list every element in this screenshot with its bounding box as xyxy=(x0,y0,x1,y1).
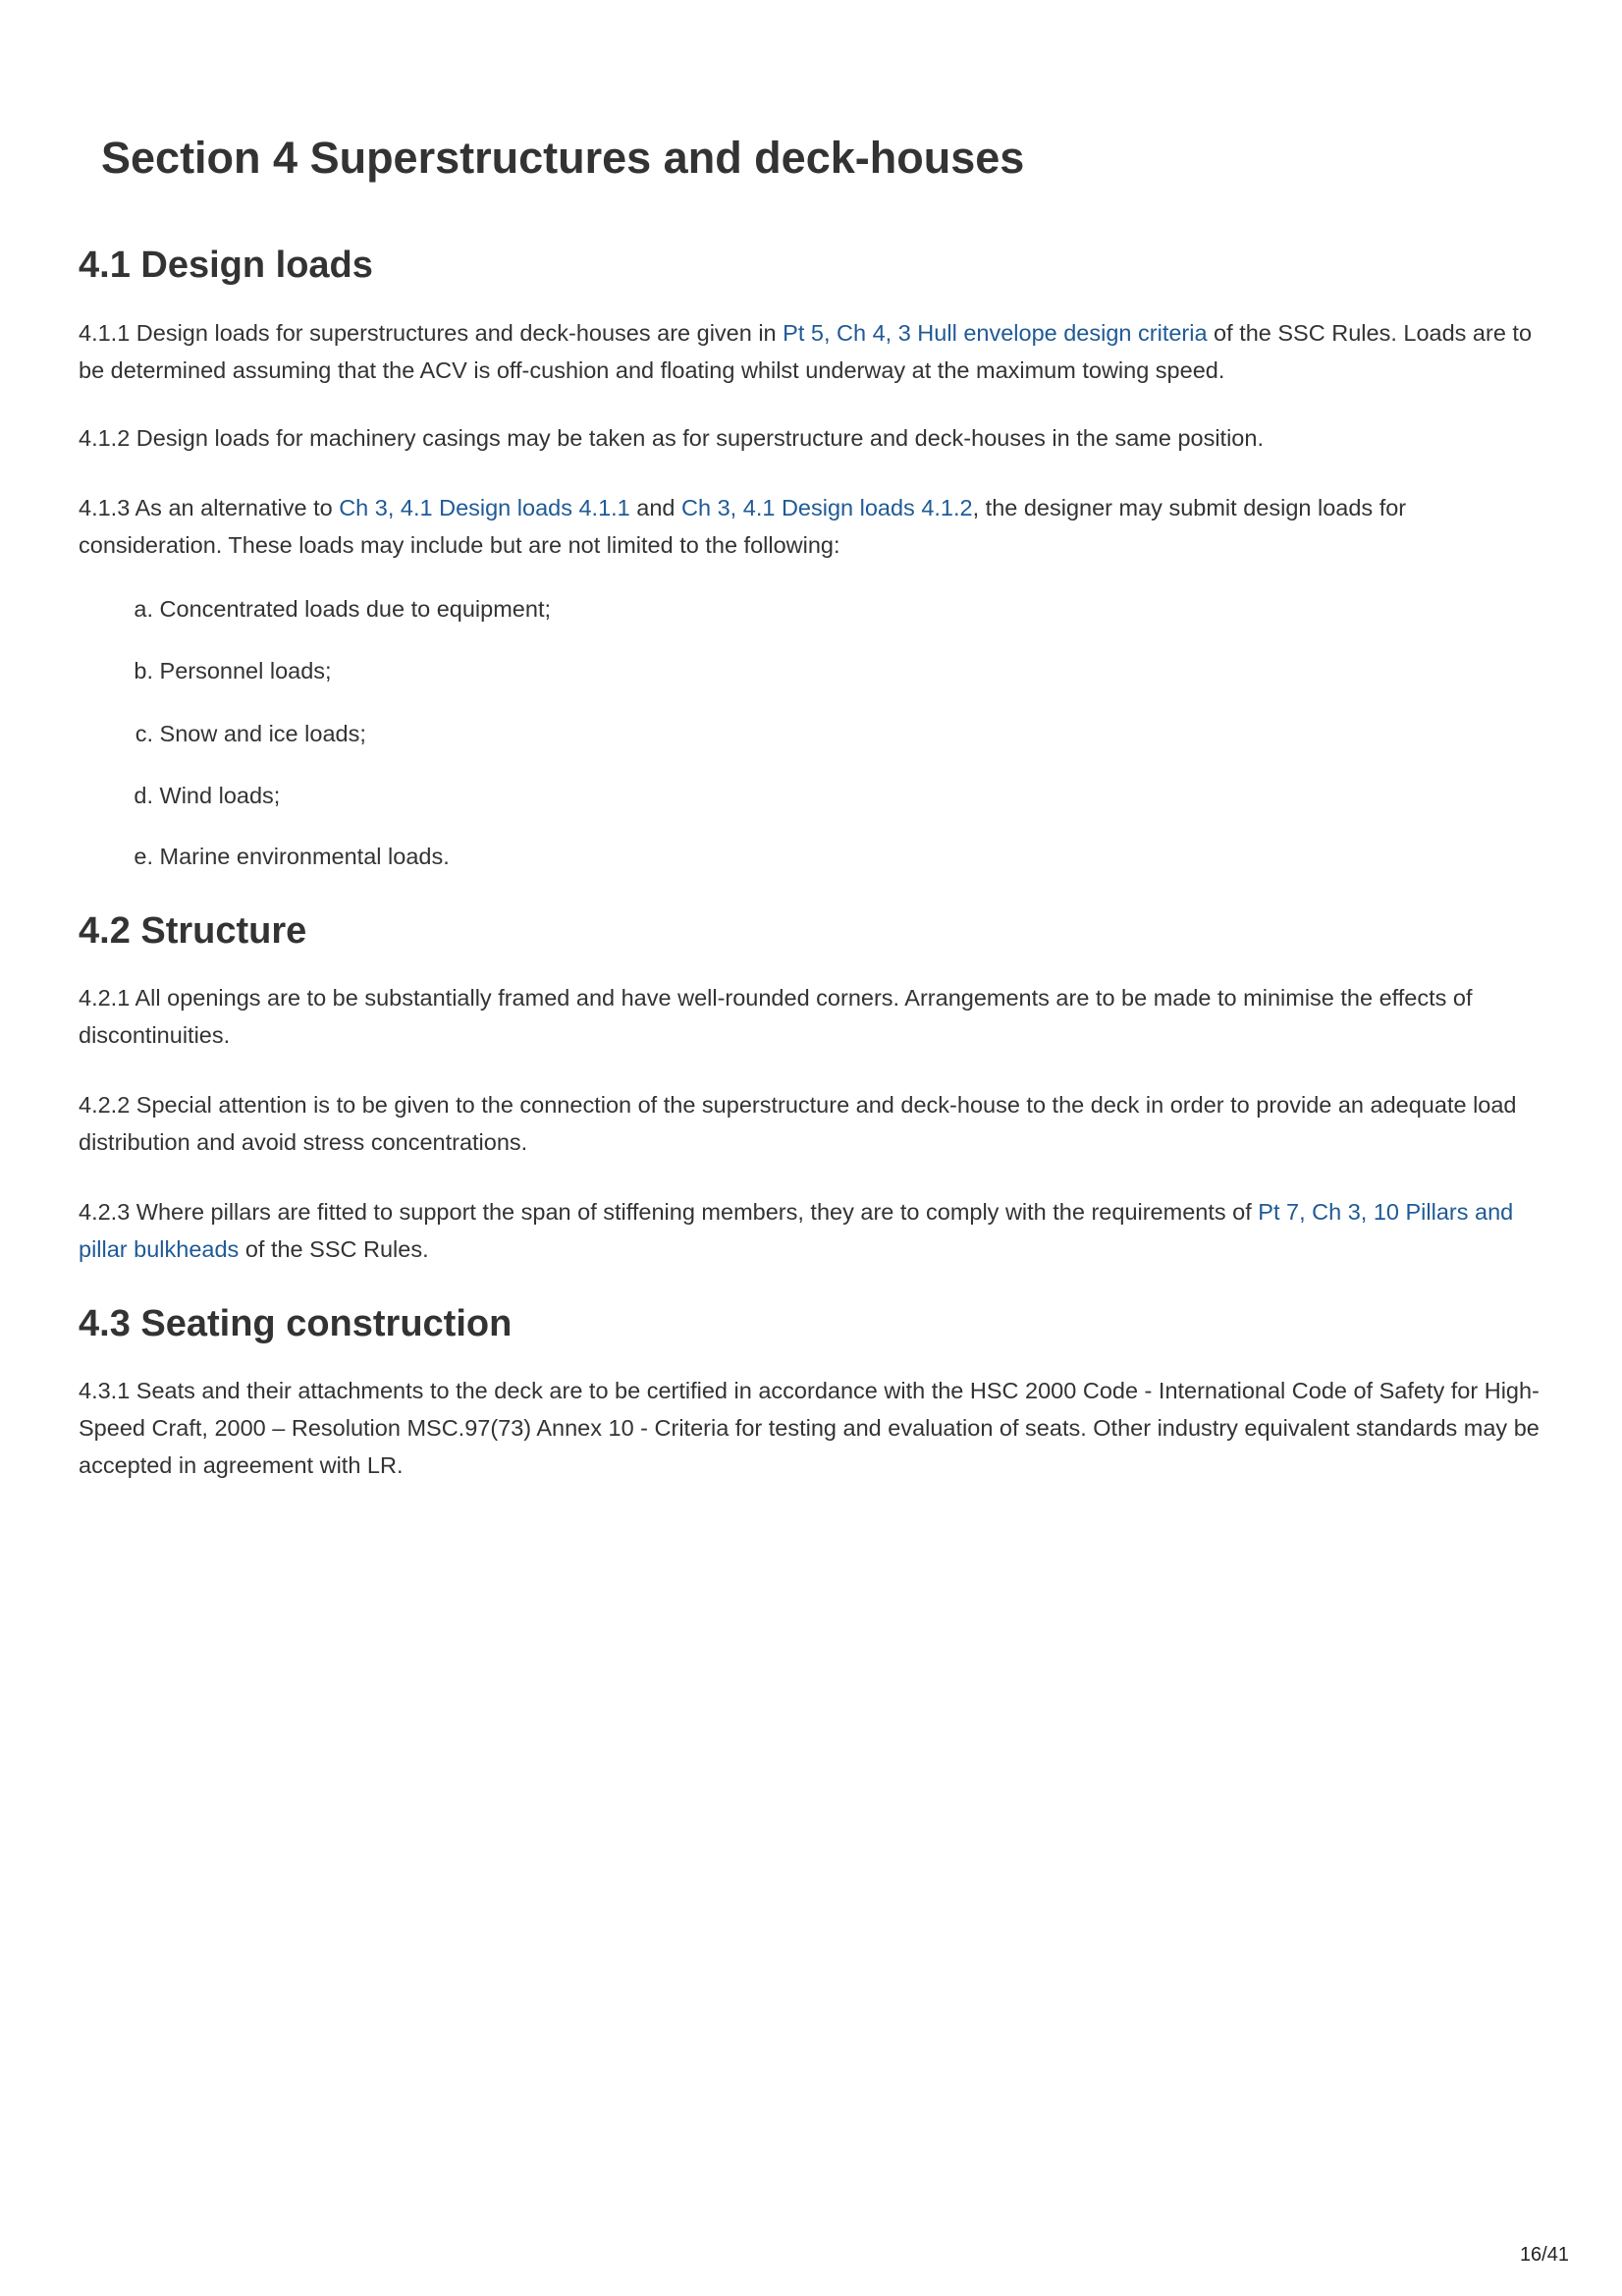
list-item-text: Wind loads; xyxy=(159,783,281,808)
list-item-text: Personnel loads; xyxy=(159,658,332,683)
list-marker: c. xyxy=(135,721,153,746)
heading-4-1: 4.1 Design loads xyxy=(79,245,373,286)
paragraph-4-2-3 xyxy=(79,1193,1551,1268)
list-item xyxy=(79,652,332,689)
paragraph-text: 4.1.1 Design loads for superstructures and deck-houses are given in xyxy=(79,320,784,346)
paragraph-text: and xyxy=(629,495,682,520)
link-pt7-ch3-10[interactable]: Pt 7, Ch 3, 10 Pillars and pillar bulkheads xyxy=(79,1199,1514,1262)
paragraph-text: 4.2.3 Where pillars are fitted to support the span of stiffening members, they are to comply with the requirements of xyxy=(79,1199,1259,1225)
heading-4-3: 4.3 Seating construction xyxy=(79,1303,513,1344)
paragraph-4-2-2: 4.2.2 Special attention is to be given to the connection of the superstructure and deck-house to the deck in order to provide an adequate load distribution and avoid stress concentrations. xyxy=(79,1092,1517,1155)
list-item-text: Snow and ice loads; xyxy=(159,721,366,746)
list-item-text: Concentrated loads due to equipment; xyxy=(159,596,551,622)
paragraph-4-3-1: 4.3.1 Seats and their attachments to the deck are to be certified in accordance with the HSC 2000 Code - International Code of Safety for High-Speed Craft, 2000 – Resolution MSC.97(73) Annex 10 - Criteria for testing and evaluation of seats. Other industry equivalent standards may be accepted in agreement with LR. xyxy=(79,1378,1540,1478)
link-pt5-ch4-3[interactable]: Pt 5, Ch 4, 3 Hull envelope design criteria xyxy=(783,320,1208,346)
section-title: Section 4 Superstructures and deck-houses xyxy=(101,133,1025,183)
paragraph-text: , the designer may submit design loads for consideration. These loads may include but are not limited to the following: xyxy=(79,495,1407,558)
page-number: 16/41 xyxy=(1519,2244,1569,2266)
paragraph-text: 4.1.3 As an alternative to xyxy=(79,495,340,520)
list-marker: e. xyxy=(134,844,153,869)
list-item-text: Marine environmental loads. xyxy=(159,844,450,869)
paragraph-4-2-1: 4.2.1 All openings are to be substantially framed and have well-rounded corners. Arrangements are to be made to minimise the effects of discontinuities. xyxy=(79,985,1473,1048)
paragraph-4-1-2: 4.1.2 Design loads for machinery casings may be taken as for superstructure and deck-houses in the same position. xyxy=(79,425,1264,451)
list-marker: a. xyxy=(134,596,153,622)
paragraph-text: of the SSC Rules. xyxy=(239,1236,429,1262)
link-ch3-4-1-1[interactable]: Ch 3, 4.1 Design loads 4.1.1 xyxy=(339,495,630,520)
link-ch3-4-1-2[interactable]: Ch 3, 4.1 Design loads 4.1.2 xyxy=(681,495,973,520)
list-item xyxy=(79,777,280,814)
list-marker: b. xyxy=(134,658,153,683)
list-item xyxy=(79,838,450,875)
paragraph-text: of the SSC Rules. Loads are to be determined assuming that the ACV is off-cushion and floating whilst underway at the maximum towing speed. xyxy=(79,320,1533,383)
list-item xyxy=(79,590,551,628)
list-marker: d. xyxy=(134,783,153,808)
list-item xyxy=(79,715,366,752)
paragraph-4-1-1 xyxy=(79,314,1551,389)
heading-4-2: 4.2 Structure xyxy=(79,910,307,952)
paragraph-4-1-3 xyxy=(79,489,1551,564)
